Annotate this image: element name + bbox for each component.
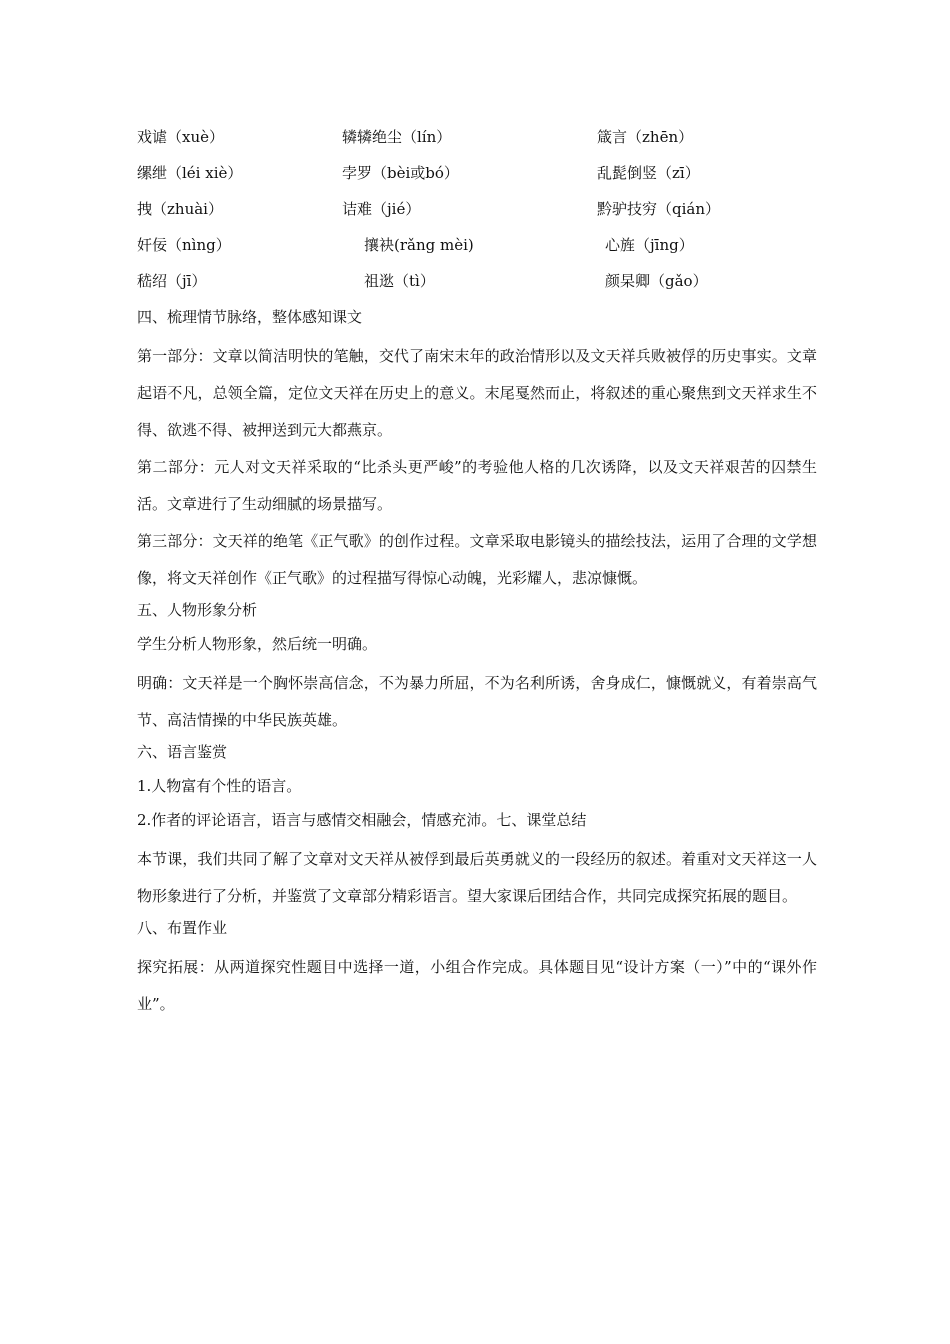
paragraph-summary: 本节课，我们共同了解了文章对文天祥从被俘到最后英勇就义的一段经历的叙述。着重对文天祥这一人物形象进行了分析，并鉴赏了文章部分精彩语言。望大家课后团结合作，共同完成探究拓展的题目。: [137, 850, 817, 905]
document-body: [137, 124, 817, 1023]
vocab-item: 戏谑（xuè）: [137, 128, 224, 146]
vocab-item: 箴言（zhēn）: [597, 128, 694, 146]
section-heading: 六、语言鉴赏: [137, 743, 228, 761]
paragraph-part3: 第三部分：文天祥的绝笔《正气歌》的创作过程。文章采取电影镜头的描绘技法，运用了合理的文学想像，将文天祥创作《正气歌》的过程描写得惊心动魄，光彩耀人，悲凉慷慨。: [137, 532, 817, 587]
vocab-item: 诘难（jié）: [342, 200, 421, 218]
section-heading: 八、布置作业: [137, 919, 228, 937]
vocab-item: 心旌（jīng）: [605, 236, 694, 254]
paragraph-intro: 学生分析人物形象，然后统一明确。: [137, 635, 378, 653]
vocab-item: 祖逖（tì）: [364, 272, 435, 290]
vocab-item: 黔驴技穷（qián）: [597, 200, 721, 218]
list-item: 1.人物富有个性的语言。: [137, 777, 302, 795]
section-heading: 四、梳理情节脉络，整体感知课文: [137, 308, 363, 326]
section-heading: 五、人物形象分析: [137, 601, 258, 619]
vocab-row: [137, 124, 817, 160]
paragraph-answer: 明确：文天祥是一个胸怀崇高信念，不为暴力所屈，不为名利所诱，舍身成仁，慷慨就义，有着崇高气节、高洁情操的中华民族英雄。: [137, 674, 817, 729]
vocab-row: [137, 160, 817, 196]
vocab-item: 辚辚绝尘（lín）: [342, 128, 452, 146]
vocab-item: 拽（zhuài）: [137, 200, 223, 218]
paragraph-part2: 第二部分：元人对文天祥采取的“比杀头更严峻”的考验他人格的几次诱降，以及文天祥艰苦的囚禁生活。文章进行了生动细腻的场景描写。: [137, 458, 817, 513]
paragraph-part1: 第一部分：文章以简洁明快的笔触，交代了南宋末年的政治情形以及文天祥兵败被俘的历史事实。文章起语不凡，总领全篇，定位文天祥在历史上的意义。末尾戛然而止，将叙述的重心聚焦到文天祥求生不得、欲逃不得、被押送到元大都燕京。: [137, 347, 817, 439]
vocab-item: 攘袂(rǎng mèi): [364, 236, 474, 254]
list-item: 2.作者的评论语言，语言与感情交相融会，情感充沛。七、课堂总结: [137, 811, 587, 829]
vocab-item: 颜杲卿（gǎo）: [605, 272, 708, 290]
vocab-item: 奸佞（nìng）: [137, 236, 231, 254]
vocab-row: [137, 196, 817, 232]
vocab-row: [137, 268, 817, 304]
vocab-row: [137, 232, 817, 268]
vocab-item: 乱髭倒竖（zī）: [597, 164, 700, 182]
vocab-item: 嵇绍（jī）: [137, 272, 207, 290]
vocab-item: 缧绁（léi xiè）: [137, 164, 243, 182]
paragraph-task: 探究拓展：从两道探究性题目中选择一道，小组合作完成。具体题目见“设计方案（一）”中的“课外作业”。: [137, 958, 817, 1013]
vocab-item: 孛罗（bèi或bó）: [342, 164, 459, 182]
